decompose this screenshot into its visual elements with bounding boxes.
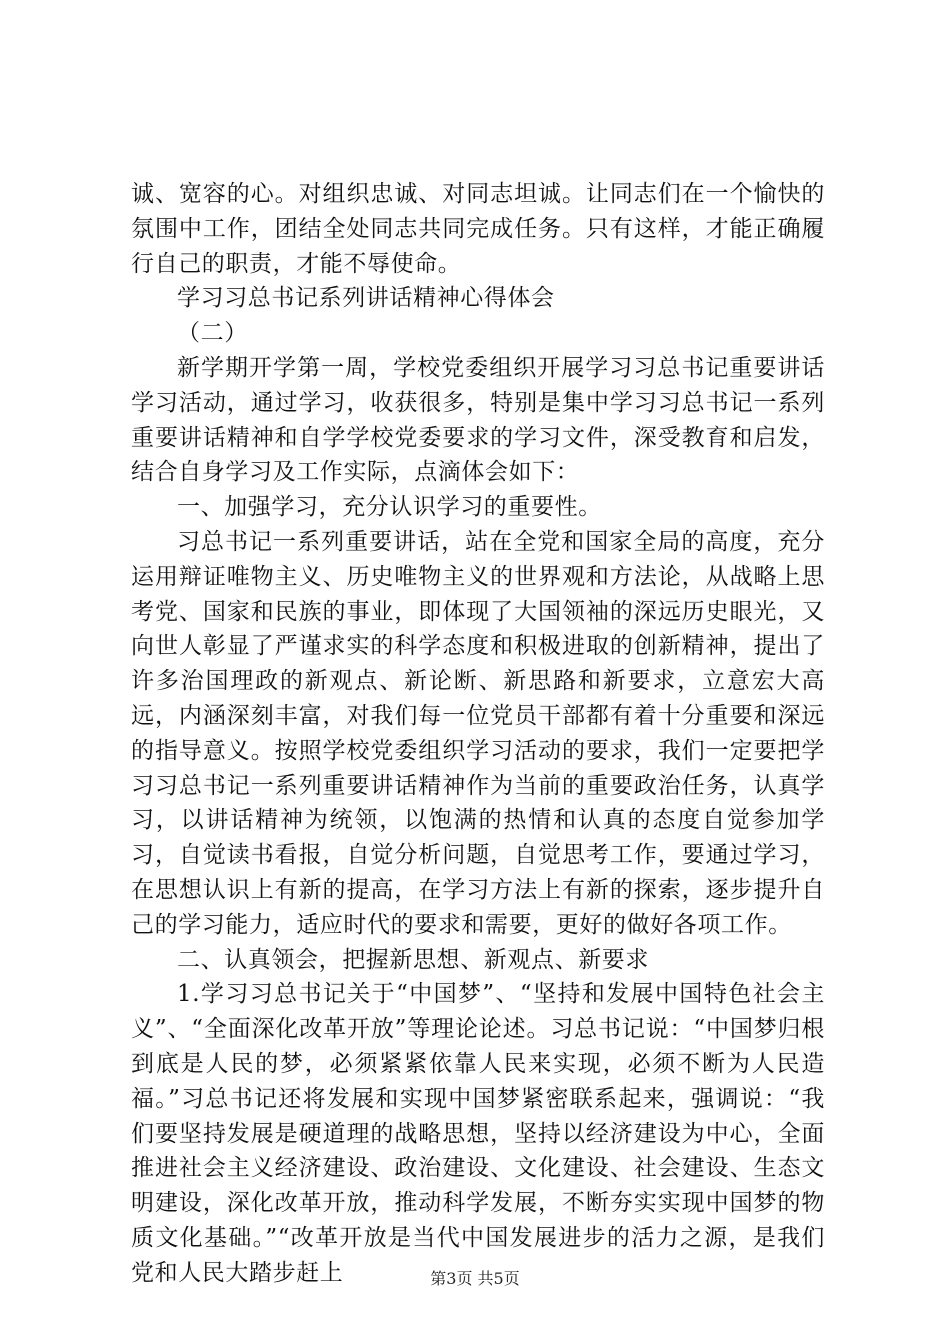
page-footer: 第3页 共5页 <box>430 1269 520 1288</box>
heading-one: 一、加强学习，充分认识学习的重要性。 <box>177 494 602 521</box>
section-subtitle: （二） <box>177 320 248 347</box>
paragraph-intro: 新学期开学第一周，学校党委组织开展学习习总书记重要讲话学习活动，通过学习，收获很多，特别是集中学习习总书记一系列重要讲话精神和自学学校党委要求的学习文件，深受教育和启发，结合自身学习及工作实际，点滴体会如下： <box>131 354 825 486</box>
paragraph-body: 习总书记一系列重要讲话，站在全党和国家全局的高度，充分运用辩证唯物主义、历史唯物主义的世界观和方法论，从战略上思考党、国家和民族的事业，即体现了大国领袖的深远历史眼光，又向世人彰显了严谨求实的科学态度和积极进取的创新精神，提出了许多治国理政的新观点、新论断、新思路和新要求，立意宏大高远，内涵深刻丰富，对我们每一位党员干部都有着十分重要和深远的指导意义。按照学校党委组织学习活动的要求，我们一定要把学习习总书记一系列重要讲话精神作为当前的重要政治任务，认真学习，以讲话精神为统领，以饱满的热情和认真的态度自觉参加学习，自觉读书看报，自觉分析问题，自觉思考工作，要通过学习，在思想认识上有新的提高，在学习方法上有新的探索，逐步提升自己的学习能力，适应时代的要求和需要，更好的做好各项工作。 <box>131 528 825 938</box>
paragraph-continuation: 诚、宽容的心。对组织忠诚、对同志坦诚。让同志们在一个愉快的氛围中工作，团结全处同志共同完成任务。只有这样，才能正确履行自己的职责，才能不辱使命。 <box>131 181 825 277</box>
section-title: 学习习总书记系列讲话精神心得体会 <box>177 285 555 312</box>
paragraph-point-one: 1.学习习总书记关于“中国梦”、“坚持和发展中国特色社会主义”、“全面深化改革开放”等理论论述。习总书记说：“中国梦归根到底是人民的梦，必须紧紧依靠人民来实现，必须不断为人民造福。”习总书记还将发展和实现中国梦紧密联系起来，强调说：“我们要坚持发展是硬道理的战略思想，坚持以经济建设为中心，全面推进社会主义经济建设、政治建设、文化建设、社会建设、生态文明建设，深化改革开放，推动科学发展，不断夯实实现中国梦的物质文化基础。”“改革开放是当代中国发展进步的活力之源，是我们党和人民大踏步赶上 <box>131 981 825 1286</box>
document-body <box>131 177 825 1291</box>
heading-two: 二、认真领会，把握新思想、新观点、新要求 <box>177 946 649 973</box>
